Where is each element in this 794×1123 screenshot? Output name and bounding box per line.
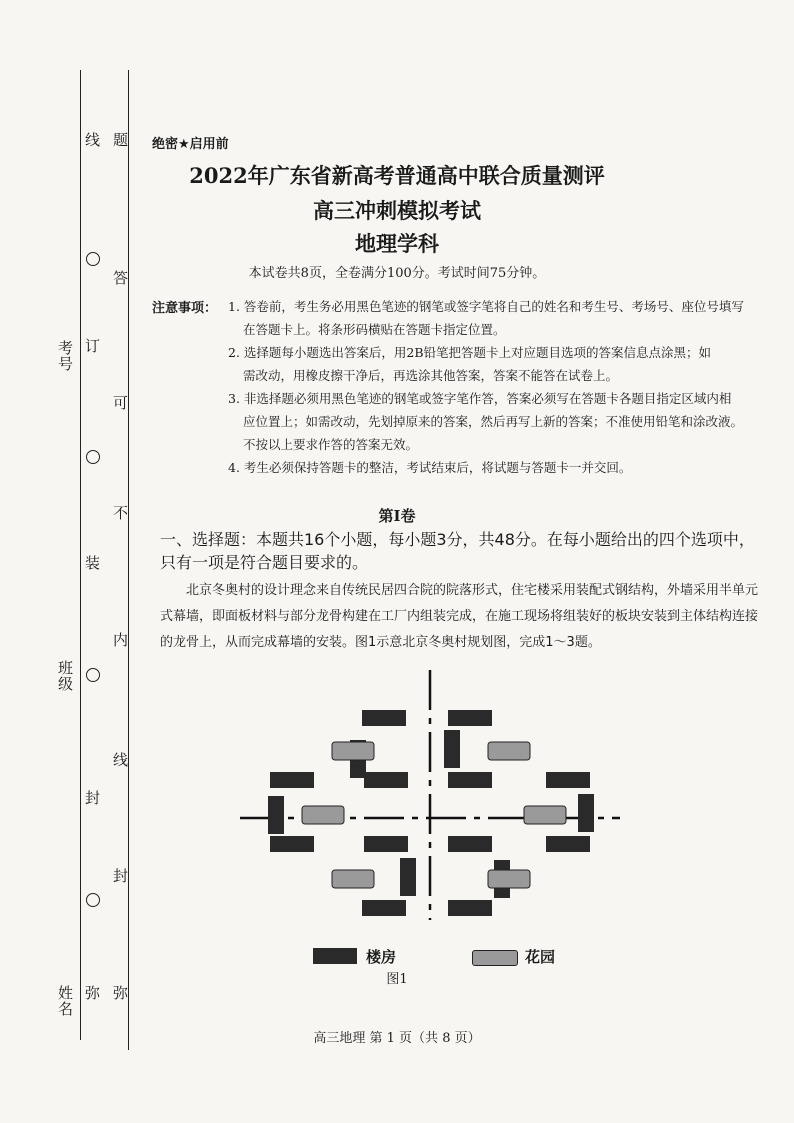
binding-char: 弥: [111, 985, 129, 1001]
village-plan-svg: [240, 670, 620, 970]
garden-block: [488, 870, 530, 888]
figure-caption: 图1: [386, 972, 408, 987]
building-block: [362, 900, 406, 916]
binding-char: 可: [111, 395, 129, 411]
binding-char: 答: [111, 270, 129, 286]
building-block: [448, 836, 492, 852]
secret-label: 绝密★启用前: [152, 137, 229, 152]
building-block: [400, 858, 416, 896]
building-block: [270, 836, 314, 852]
notes-label: 注意事项：: [152, 301, 218, 316]
building-block: [448, 900, 492, 916]
garden-block: [332, 870, 374, 888]
note-line: 1. 答卷前，考生务必用黑色笔迹的钢笔或签字笔将自己的姓名和考生号、考场号、座位号填写: [228, 299, 744, 314]
note-line: 不按以上要求作答的答案无效。: [243, 437, 419, 452]
binding-char: 弥: [83, 985, 101, 1001]
garden-block: [488, 742, 530, 760]
binding-char: 装: [83, 555, 101, 571]
binding-char: 订: [83, 338, 101, 354]
garden-block: [302, 806, 344, 824]
volume-heading: 第Ⅰ卷: [378, 507, 416, 525]
gardens-layer: [302, 742, 566, 888]
building-block: [270, 772, 314, 788]
binding-char: 封: [83, 790, 101, 806]
name-label: 姓名: [56, 985, 74, 1017]
building-block: [364, 836, 408, 852]
section-heading: 一、选择题：本题共16个小题，每小题3分，共48分。在每小题给出的四个选项中，只有一项是符合题目要求的。: [160, 530, 755, 572]
note-line: 应位置上；如需改动，先划掉原来的答案，然后再写上新的答案；不准使用铅笔和涂改液。: [243, 414, 744, 429]
question-passage: 北京冬奥村的设计理念来自传统民居四合院的院落形式，住宅楼采用装配式钢结构，外墙采用半单元式幕墙，即面板材料与部分龙骨构建在工厂内组装完成，在施工现场将组装好的板块安装到主体结构连接的龙骨上，从而完成幕墙的安装。图1示意北京冬奥村规划图，完成1～3题。: [160, 583, 759, 650]
building-block: [546, 836, 590, 852]
note-line: 在答题卡上。将条形码横贴在答题卡指定位置。: [243, 322, 506, 337]
garden-block: [332, 742, 374, 760]
building-block: [268, 796, 284, 834]
exam-number-label: 考号: [56, 340, 74, 372]
binding-char: 不: [111, 505, 129, 521]
garden-block: [524, 806, 566, 824]
note-line: 需改动，用橡皮擦干净后，再选涂其他答案，答案不能答在试卷上。: [243, 368, 619, 383]
binding-circle: [86, 450, 100, 464]
building-block: [448, 710, 492, 726]
note-line: 3. 非选择题必须用黑色笔迹的钢笔或签字笔作答，答案必须写在答题卡各题目指定区域内相: [228, 391, 732, 406]
exam-meta: 本试卷共8页，全卷满分100分。考试时间75分钟。: [248, 266, 546, 281]
note-line: 2. 选择题每小题选出答案后，用2B铅笔把答题卡上对应题目选项的答案信息点涂黑；如: [228, 345, 712, 360]
binding-circle: [86, 893, 100, 907]
binding-char: 线: [111, 752, 129, 768]
binding-char: 内: [111, 632, 129, 648]
building-block: [546, 772, 590, 788]
exam-title: 2022年广东省新高考普通高中联合质量测评: [189, 163, 605, 188]
building-block: [362, 710, 406, 726]
building-block: [364, 772, 408, 788]
village-plan-figure: [240, 670, 620, 970]
note-line: 4. 考生必须保持答题卡的整洁，考试结束后，将试题与答题卡一并交回。: [228, 460, 632, 475]
binding-char: 封: [111, 868, 129, 884]
legend-building-swatch: [313, 948, 357, 964]
class-label: 班级: [56, 660, 74, 692]
legend-garden-label: 花园: [525, 948, 556, 966]
building-block: [448, 772, 492, 788]
legend-garden-swatch: [472, 950, 518, 966]
building-block: [444, 730, 460, 768]
building-block: [578, 794, 594, 832]
legend-building-label: 楼房: [366, 948, 397, 966]
binding-circle: [86, 668, 100, 682]
exam-subtitle: 高三冲刺模拟考试: [313, 198, 481, 223]
binding-char: 题: [111, 132, 129, 148]
exam-subject: 地理学科: [355, 231, 439, 256]
road-axes: [240, 670, 620, 920]
page-footer: 高三地理 第 1 页（共 8 页）: [313, 1031, 481, 1046]
binding-char: 线: [83, 132, 101, 148]
